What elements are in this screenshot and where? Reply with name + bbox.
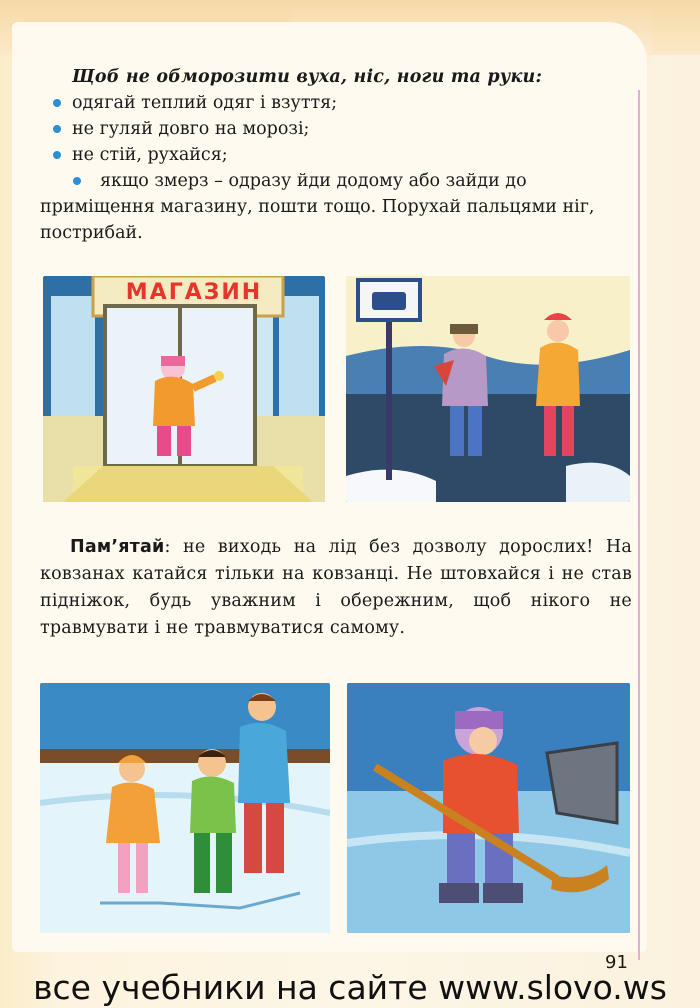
bus-stop-illustration	[346, 276, 630, 502]
shop-illustration	[43, 276, 325, 502]
tip-item: якщо змерз – одразу йди додому або зайди до приміщення магазину, пошти тощо. Поруxай пальцями ніг, пострибай.	[40, 171, 595, 243]
remember-paragraph	[40, 534, 632, 642]
hockey-illustration	[347, 683, 630, 933]
tips-list	[40, 90, 632, 246]
remember-body: : не виходь на лід без дозволу дорослих! На ковзанах катайся тільки на ковзанці. Не штовхайся і не став підніжок, будь уважним і обережним, щоб нікого не травмувати і не травмуватися самому.	[40, 537, 632, 638]
skating-illustration	[40, 683, 330, 933]
remember-label: Пам’ятай	[70, 537, 165, 557]
intro-heading: Щоб не обморозити вуха, ніс, ноги та руки:	[72, 67, 543, 87]
margin-line	[638, 90, 640, 960]
tip-item: не гуляй довго на морозі;	[40, 116, 632, 142]
shop-sign-text: МАГАЗИН	[125, 280, 263, 305]
bullet-icon	[73, 177, 81, 185]
bullet-icon	[53, 125, 61, 133]
footer-watermark: все учебники на сайте www.slovo.ws	[33, 968, 667, 1007]
tip-item: одягай теплий одяг і взуття;	[40, 90, 632, 116]
bullet-icon	[53, 99, 61, 107]
page-number: 91	[605, 952, 628, 973]
bullet-icon	[53, 151, 61, 159]
tip-item: не стій, рухайся;	[40, 142, 632, 168]
